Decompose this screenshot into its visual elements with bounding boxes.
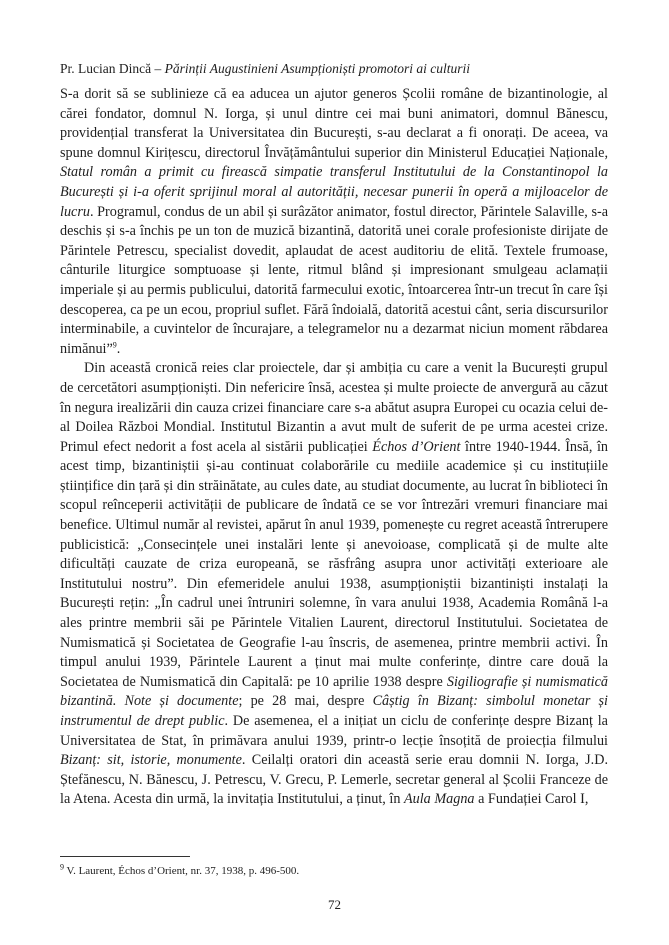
text-run: între 1940-1944. Însă, în acest timp, bizantiniștii și-au continuat colaborările cu mediile academice și cu instituțiile științifice din țară și din străinătate, au cules date, au studiat documente, au lucrat în biblioteci în scopul reînceperii activității de publicare de îndată ce se vor întrezări vremuri financiare mai benefice. Ultimul număr al revistei, apărut în anul 1939, pomenește cu regret această întrerupere publicistică: „Consecințele unei instalări lente și anevoioase, complicată și de multe alte dificultăți cauzate de criza europeană, se răsfrâng asupra unor activități exterioare ale Institutului nostru”. Din efemeridele anului 1938, asumpționiștii bizantiniști instalați la București rețin: „În cadrul unei întruniri solemne, în vara anului 1938, Academia Română l-a ales printre membrii săi pe Părintele Vitalien Laurent, directorul Institutului. Societatea de Numismatică și Societatea de Geografie l-au înscris, de asemenea, printre membrii activi. În timpul anului 1939, Părintele Laurent a ținut mai multe conferințe, dintre care două la Societatea de Numismatică din Capitală: pe 10 aprilie 1938 despre <box>60 438 608 690</box>
italic-film-title: Bizanț: sit, istorie, monumente <box>60 752 242 769</box>
page-number: 72 <box>328 897 341 912</box>
text-run: a Fundației Carol I, <box>474 791 589 808</box>
header-title: Părinții Augustinieni Asumpționiști promotori ai culturii <box>164 61 471 76</box>
text-run: . Programul, condus de un abil și surâzător animator, fostul director, Părintele Salaville, s-a deschis și s-a închis pe un ton de muzică bizantină, datorită unei corale profesioniste dirijate de Părintele Petrescu, specialist dovedit, aplaudat de acest auditoriu de elită. Textele frumoase, cânturile liturgice somptuoase și lente, ritmul blând și impresionant smulgeau aclamații imperiale și au permis publicului, datorită farmecului exotic, întoarcerea într-un trecut în care își descoperea, ca pe un ecou, propriul suflet. Fără îndoială, datorită acestui cânt, seria discursurilor interminabile, a cuvintelor de încurajare, a telegramelor nu a dezarmat niciun moment răbdarea nimănui” <box>60 203 608 357</box>
italic-journal-title: Échos d’Orient <box>372 438 461 455</box>
text-run: . Ceilalți oratori din această serie erau domnii N. Iorga, J.D. Ștefănescu, N. Bănescu, J. Petrescu, V. Grecu, P. Lemerle, secretar general al Școlii Franceze de la Atena. Acesta din urmă, la invitația Institutului, a ținut, în <box>60 752 608 808</box>
paragraph <box>60 85 608 359</box>
paragraph <box>60 359 608 810</box>
header-author: Pr. Lucian Dincă – <box>60 61 162 76</box>
italic-lecture-title: Câștig în Bizanț: simbolul monetar și instrumentul de drept public <box>60 693 608 729</box>
italic-quote: Statul român a primit cu firească simpatie transferul Institutului de la Constantinopol la București și i-a oferit sprijinul moral al autorității, necesar punerii în operă a mijloacelor de lucru <box>60 164 608 220</box>
text-run: Din această cronică reies clar proiectele, dar și ambiția cu care a venit la București grupul de cercetători asumpționiști. Din nefericire însă, acestea și multe proiecte de anvergură au căzut în negura irealizării din cauza crizei financiare care s-a abătut asupra Europei cu ocazia celui de-al Doilea Război Mondial. Institutul Bizantin a avut mult de suferit de pe urma acestei crize. Primul efect nedorit a fost acela al sistării publicației <box>60 360 608 455</box>
footnote-ref: 9 <box>112 339 117 349</box>
running-header <box>60 60 620 78</box>
text-run: S-a dorit să se sublinieze că ea aducea un ajutor generos Școlii române de bizantinologie, al cărei fondator, domnul N. Iorga, și unul dintre cei mai buni animatori, domnul Bănescu, providențial transferat la Universitatea din București, s-au declarat a fi onorați. De aceea, va spune domnul Kirițescu, directorul Învățământului superior din Ministerul Educației Naționale, <box>60 86 608 161</box>
text-run: . <box>116 340 121 357</box>
footnote <box>60 864 608 878</box>
text-run: . De asemenea, el a inițiat un ciclu de conferințe despre Bizanț la Universitatea de Stat, în primăvara anului 1939, printr-o lecție însoțită de proiecția filmului <box>60 713 608 749</box>
italic-hall-name: Aula Magna <box>403 791 475 808</box>
italic-lecture-title: Sigiliografie și numismatică bizantină. Note și documente <box>60 673 608 710</box>
text-run: ; pe 28 mai, despre <box>238 693 373 710</box>
footnote-divider <box>60 856 190 857</box>
footnote-text: V. Laurent, Échos d’Orient, nr. 37, 1938, p. 496-500. <box>64 865 300 877</box>
main-text <box>60 85 608 810</box>
footnote-number: 9 <box>60 862 64 872</box>
